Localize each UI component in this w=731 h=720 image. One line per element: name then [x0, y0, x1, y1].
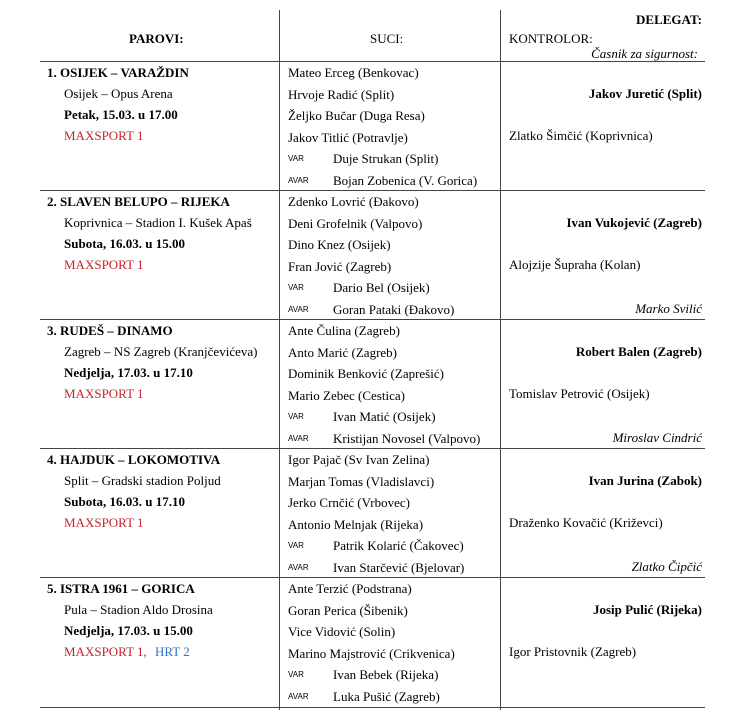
referee-name: Bojan Zobenica (V. Gorica) — [333, 172, 478, 188]
match-date: Subota, 16.03. u 15.00 — [64, 236, 185, 251]
referee-name: Vice Vidović (Solin) — [288, 624, 396, 639]
delegat-name: Josip Pulić (Rijeka) — [592, 602, 702, 617]
kontrolor-name: Draženko Kovačić (Križevci) — [509, 515, 663, 530]
match-title: 4. HAJDUK – LOKOMOTIVA — [47, 452, 221, 467]
referee-name: Ivan Matić (Osijek) — [333, 409, 436, 424]
match-title: 2. SLAVEN BELUPO – RIJEKA — [47, 194, 230, 209]
referee-name: Patrik Kolarić (Čakovec) — [333, 538, 464, 553]
match-venue: Osijek – Opus Arena — [64, 86, 173, 101]
referee-name: Hrvoje Radić (Split) — [288, 86, 395, 102]
referee-name: Jakov Titlić (Potravlje) — [288, 129, 408, 145]
match-venue: Koprivnica – Stadion I. Kušek Apaš — [64, 215, 252, 230]
match-separator — [40, 190, 705, 191]
match-title: 1. OSIJEK – VARAŽDIN — [47, 65, 189, 80]
referee-name: Luka Pušić (Zagreb) — [333, 688, 440, 704]
referee-name: Goran Perica (Šibenik) — [288, 602, 408, 618]
table-bottom-border — [40, 707, 705, 708]
referee-name: Deni Grofelnik (Valpovo) — [288, 215, 423, 231]
referee-name: Zdenko Lovrić (Đakovo) — [288, 194, 419, 209]
referee-name: Marino Majstrović (Crikvenica) — [288, 645, 455, 661]
match-title: 3. RUDEŠ – DINAMO — [47, 323, 173, 338]
match-separator — [40, 61, 705, 62]
referee-name: Antonio Melnjak (Rijeka) — [288, 516, 424, 532]
referee-name: Mateo Erceg (Benkovac) — [288, 65, 419, 80]
referee-name: Mario Zebec (Cestica) — [288, 387, 405, 403]
referee-role-label: VAR — [288, 541, 304, 550]
match-venue: Zagreb – NS Zagreb (Kranjčevićeva) — [64, 344, 258, 359]
referee-name: Ante Terzić (Podstrana) — [288, 581, 412, 596]
referee-name: Ivan Bebek (Rijeka) — [333, 667, 439, 682]
match-separator — [40, 448, 705, 449]
match-tv: MAXSPORT 1 — [64, 515, 144, 530]
casnik-name: Miroslav Cindrić — [612, 430, 702, 445]
referee-name: Fran Jović (Zagreb) — [288, 258, 392, 274]
referee-name: Ante Čulina (Zagreb) — [288, 323, 400, 338]
match-separator — [40, 577, 705, 578]
referee-name: Anto Marić (Zagreb) — [288, 344, 398, 360]
match-title: 5. ISTRA 1961 – GORICA — [47, 581, 195, 596]
kontrolor-name: Tomislav Petrović (Osijek) — [509, 386, 650, 401]
delegat-name: Robert Balen (Zagreb) — [575, 344, 702, 359]
match-venue: Split – Gradski stadion Poljud — [64, 473, 221, 488]
referee-role-label: AVAR — [288, 433, 309, 443]
referee-name: Duje Strukan (Split) — [333, 151, 439, 166]
match-separator — [40, 319, 705, 320]
referee-role-label: AVAR — [288, 691, 309, 701]
referee-role-label: VAR — [288, 283, 304, 292]
kontrolor-name: Alojzije Šupraha (Kolan) — [509, 257, 641, 272]
delegat-name: Ivan Vukojević (Zagreb) — [566, 215, 702, 230]
kontrolor-name: Zlatko Šimčić (Koprivnica) — [509, 128, 653, 143]
kontrolor-name: Igor Pristovnik (Zagreb) — [509, 644, 637, 659]
column-divider — [500, 10, 501, 710]
match-tv2: HRT 2 — [155, 644, 190, 659]
match-date: Nedjelja, 17.03. u 15.00 — [64, 623, 193, 638]
referee-role-label: VAR — [288, 154, 304, 163]
delegat-name: Ivan Jurina (Zabok) — [588, 473, 702, 488]
match-date: Petak, 15.03. u 17.00 — [64, 107, 178, 122]
delegat-name: Jakov Juretić (Split) — [588, 86, 702, 101]
casnik-name: Marko Svilić — [635, 301, 702, 316]
referee-role-label: AVAR — [288, 304, 309, 314]
referee-role-label: AVAR — [288, 175, 309, 185]
referee-name: Igor Pajač (Sv Ivan Zelina) — [288, 452, 430, 467]
referee-name: Dino Knez (Osijek) — [288, 237, 391, 252]
header-casnik: Časnik za sigurnost: — [591, 46, 698, 61]
match-date: Subota, 16.03. u 17.10 — [64, 494, 185, 509]
referee-name: Marjan Tomas (Vladislavci) — [288, 473, 435, 489]
header-kontrolor: KONTROLOR: — [509, 31, 593, 46]
match-tv: MAXSPORT 1 — [64, 128, 144, 143]
referee-name: Kristijan Novosel (Valpovo) — [333, 430, 481, 446]
header-delegat: DELEGAT: — [636, 12, 702, 27]
referee-role-label: AVAR — [288, 562, 309, 572]
match-tv: MAXSPORT 1 — [64, 257, 144, 272]
referee-name: Goran Pataki (Đakovo) — [333, 301, 455, 317]
match-tv: MAXSPORT 1 — [64, 386, 144, 401]
column-divider — [279, 10, 280, 710]
referee-name: Dominik Benković (Zaprešić) — [288, 366, 444, 381]
referee-name: Ivan Starčević (Bjelovar) — [333, 559, 465, 575]
match-date: Nedjelja, 17.03. u 17.10 — [64, 365, 193, 380]
header-parovi: PAROVI: — [129, 31, 184, 46]
referee-name: Željko Bučar (Duga Resa) — [288, 108, 425, 123]
match-tv: MAXSPORT 1, — [64, 644, 147, 659]
header-suci: SUCI: — [370, 31, 404, 46]
referee-name: Dario Bel (Osijek) — [333, 280, 430, 295]
referee-role-label: VAR — [288, 412, 304, 421]
referee-name: Jerko Crnčić (Vrbovec) — [288, 495, 410, 510]
match-venue: Pula – Stadion Aldo Drosina — [64, 602, 213, 617]
referee-role-label: VAR — [288, 670, 304, 679]
casnik-name: Zlatko Čipčić — [631, 559, 702, 574]
